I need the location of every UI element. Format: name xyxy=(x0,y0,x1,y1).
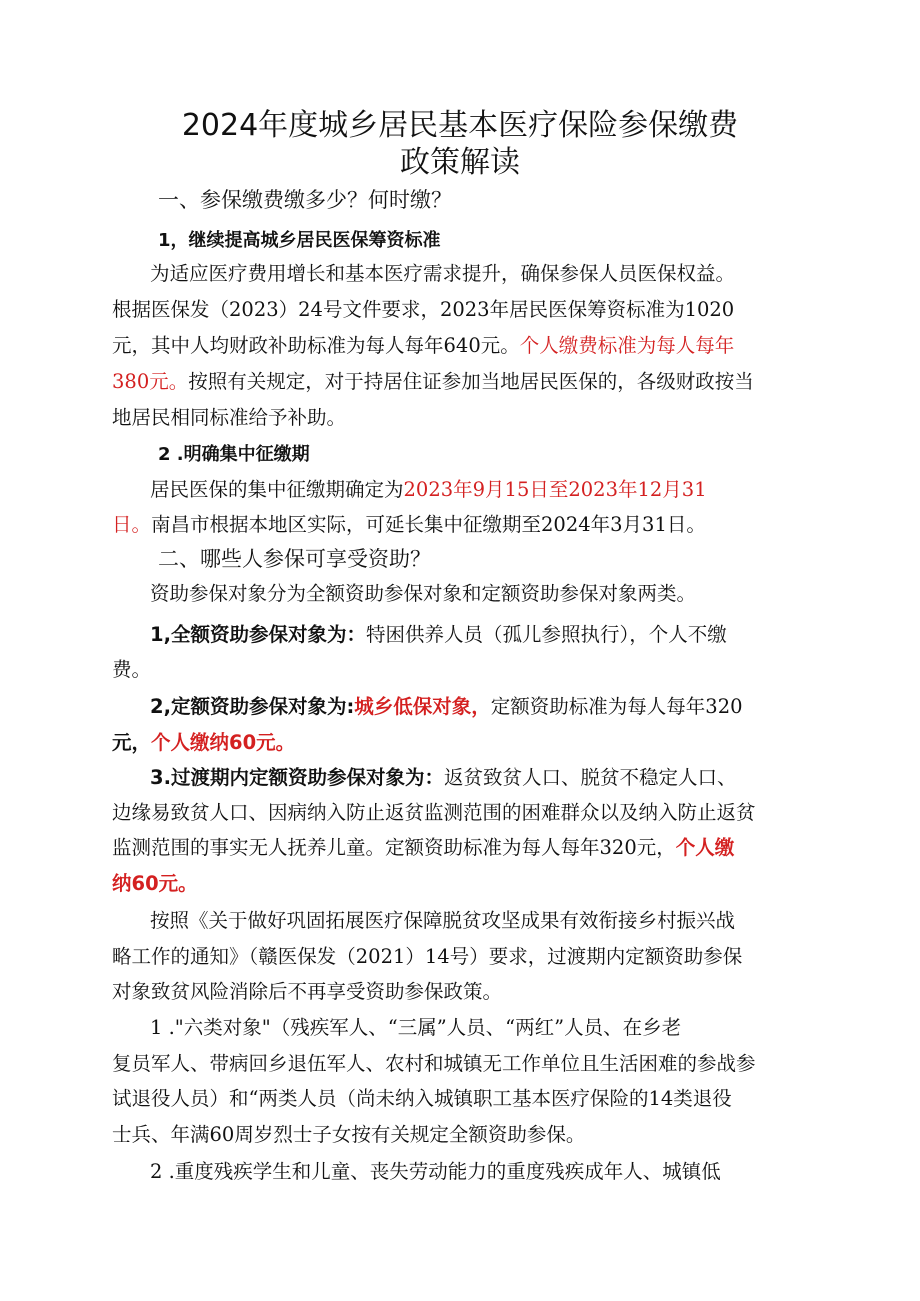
text-span: 定额资助标准为每人每年320 xyxy=(490,695,743,718)
section-1-subheading-1: 1，继续提高城乡居民医保筹资标准 xyxy=(158,230,441,251)
document-title-line-2: 政策解读 xyxy=(400,145,520,180)
section-2-heading: 二、哪些人参保可享受资助？ xyxy=(158,547,431,571)
paragraph-8-line-2: 复员军人、带病回乡退伍军人、农村和城镇无工作单位且生活困难的参战参 xyxy=(112,1052,756,1075)
bold-label: 元， xyxy=(112,731,152,754)
paragraph-1-line-5: 地居民相同标准给予补助。 xyxy=(112,406,347,429)
text-span: 特困供养人员（孤儿参照执行），个人不缴 xyxy=(365,623,727,646)
paragraph-8-line-1: 1 ."六类对象"（残疾军人、“三属”人员、“两红”人员、在乡老 xyxy=(150,1016,682,1039)
highlighted-text: 个人缴纳60元。 xyxy=(151,731,296,754)
paragraph-5-line-1 xyxy=(150,693,743,721)
highlighted-text: 日。 xyxy=(112,513,152,536)
paragraph-1-line-1: 为适应医疗费用增长和基本医疗需求提升，确保参保人员医保权益。 xyxy=(150,262,736,285)
paragraph-8-line-3: 试退役人员）和“两类人员（尚未纳入城镇职工基本医疗保险的14类退役 xyxy=(112,1087,732,1110)
highlighted-text: 380元。 xyxy=(112,370,189,393)
paragraph-1-line-2: 根据医保发（2023）24号文件要求，2023年居民医保筹资标准为1020 xyxy=(112,298,735,321)
paragraph-1-line-3 xyxy=(112,332,734,360)
bold-label: 1,全额资助参保对象为： xyxy=(150,623,366,646)
paragraph-9-line-1: 2 .重度残疾学生和儿童、丧失劳动能力的重度残疾成年人、城镇低 xyxy=(150,1160,721,1183)
section-1-heading: 一、参保缴费缴多少？何时缴？ xyxy=(158,188,452,212)
paragraph-8-line-4: 士兵、年满60周岁烈士子女按有关规定全额资助参保。 xyxy=(112,1123,586,1146)
text-span: 返贫致贫人口、脱贫不稳定人口、 xyxy=(443,766,737,789)
paragraph-6-line-4 xyxy=(112,870,198,898)
paragraph-4-line-2: 费。 xyxy=(112,658,152,681)
paragraph-7-line-3: 对象致贫风险消除后不再享受资助参保政策。 xyxy=(112,980,503,1003)
paragraph-5-line-2 xyxy=(112,729,295,757)
highlighted-text: 城乡低保对象， xyxy=(354,695,491,718)
paragraph-7-line-2: 略工作的通知》（赣医保发（2021）14号）要求，过渡期内定额资助参保 xyxy=(112,945,743,968)
paragraph-7-line-1: 按照《关于做好巩固拓展医疗保障脱贫攻坚成果有效衔接乡村振兴战 xyxy=(150,909,736,932)
paragraph-2-line-2 xyxy=(112,511,706,539)
text-span: 居民医保的集中征缴期确定为 xyxy=(150,478,404,501)
text-span: 元，其中人均财政补助标准为每人每年640元。 xyxy=(112,334,520,357)
paragraph-3-line-1: 资助参保对象分为全额资助参保对象和定额资助参保对象两类。 xyxy=(150,582,697,605)
highlighted-text: 个人缴费标准为每人每年 xyxy=(519,334,735,357)
text-span: 南昌市根据本地区实际，可延长集中征缴期至2024年3月31日。 xyxy=(151,513,706,536)
document-title-line-1: 2024年度城乡居民基本医疗保险参保缴费 xyxy=(181,108,739,143)
text-span: 按照有关规定，对于持居住证参加当地居民医保的，各级财政按当 xyxy=(188,370,754,393)
paragraph-6-line-3 xyxy=(112,834,734,862)
bold-label: 3.过渡期内定额资助参保对象为： xyxy=(150,766,444,789)
paragraph-6-line-2: 边缘易致贫人口、因病纳入防止返贫监测范围的困难群众以及纳入防止返贫 xyxy=(112,801,756,824)
section-1-subheading-2: 2 .明确集中征缴期 xyxy=(158,444,310,465)
paragraph-4-line-1 xyxy=(150,621,727,649)
paragraph-2-line-1 xyxy=(150,476,707,504)
text-span: 监测范围的事实无人抚养儿童。定额资助标准为每人每年320元， xyxy=(112,836,676,859)
highlighted-text: 纳60元。 xyxy=(112,872,198,895)
bold-label: 2,定额资助参保对象为: xyxy=(150,695,355,718)
highlighted-text: 个人缴 xyxy=(675,836,735,859)
highlighted-text: 2023年9月15日至2023年12月31 xyxy=(403,478,707,501)
paragraph-6-line-1 xyxy=(150,764,737,792)
paragraph-1-line-4 xyxy=(112,368,754,396)
